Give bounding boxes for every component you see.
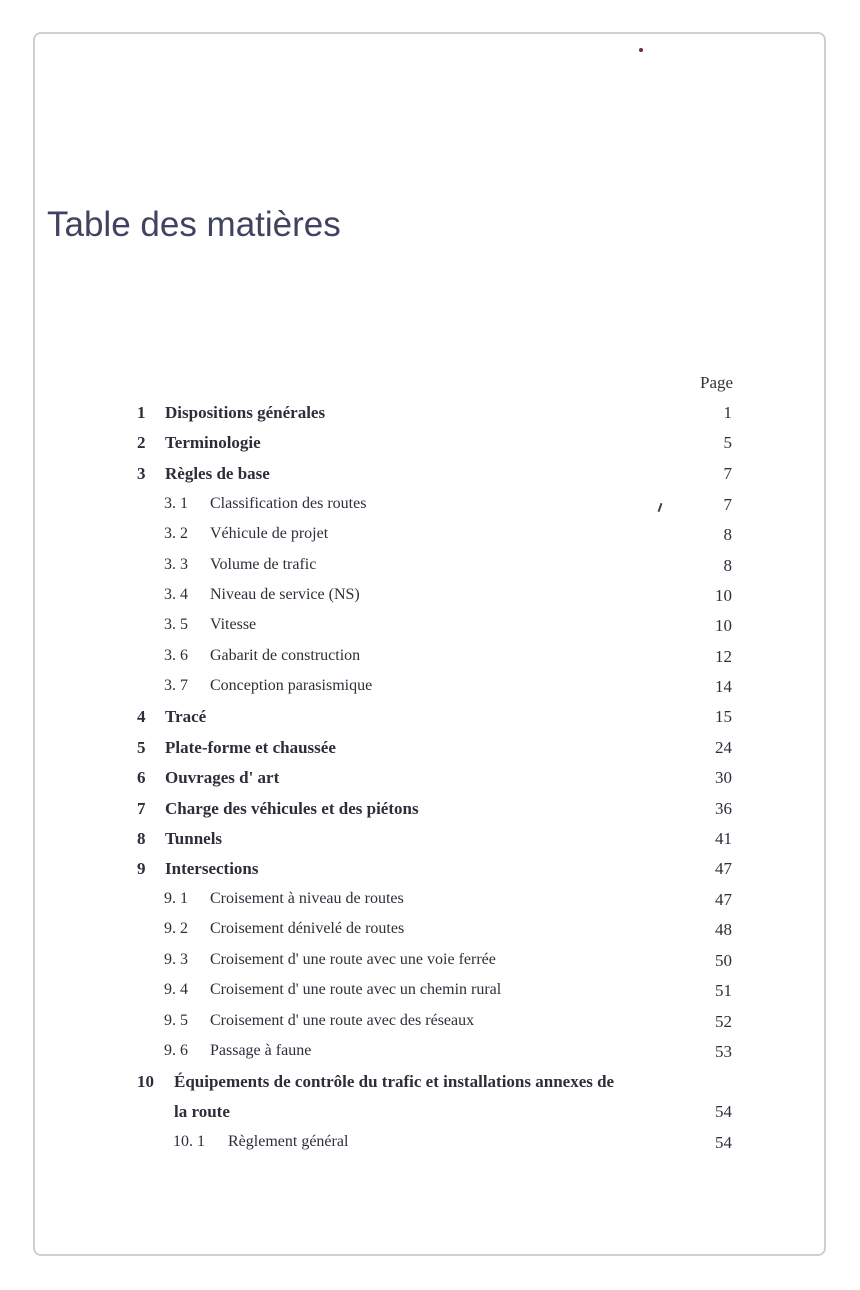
toc-subentry[interactable] [0, 1012, 860, 1036]
toc-label: Passage à faune [210, 1042, 312, 1059]
toc-entry[interactable] [0, 738, 860, 762]
toc-page: 10 [715, 586, 732, 605]
page-column-header: Page [700, 373, 734, 392]
toc-label: Vitesse [210, 616, 257, 633]
toc-label: Charge des véhicules et des piétons [165, 799, 419, 818]
toc-label: Croisement dénivelé de routes [210, 920, 405, 937]
toc-page: 8 [723, 525, 732, 544]
toc-number: 3. 4 [164, 586, 188, 603]
toc-subentry[interactable] [0, 890, 860, 914]
toc-entry[interactable] [0, 859, 860, 883]
toc-page: 47 [715, 890, 732, 909]
toc-number: 9. 1 [164, 890, 188, 907]
toc-number: 9. 2 [164, 920, 188, 937]
toc-page: 10 [715, 616, 732, 635]
toc-number: 4 [137, 707, 146, 726]
toc-label: Croisement à niveau de routes [210, 890, 404, 907]
toc-label: Intersections [165, 859, 259, 878]
toc-entry-continuation[interactable] [0, 1102, 860, 1126]
toc-number: 9. 4 [164, 981, 188, 998]
toc-subentry[interactable] [0, 1133, 860, 1157]
toc-subentry[interactable] [0, 981, 860, 1005]
toc-page: 24 [715, 738, 732, 757]
toc-number: 6 [137, 768, 146, 787]
toc-label: Conception parasismique [210, 677, 373, 694]
toc-page: 8 [723, 556, 732, 575]
toc-number: 3. 7 [164, 677, 188, 694]
toc-label: Tunnels [165, 829, 223, 848]
toc-label: Croisement d' une route avec des réseaux [210, 1012, 475, 1029]
toc-page: 15 [715, 707, 732, 726]
toc-number: 3. 6 [164, 647, 188, 664]
toc-label: Volume de trafic [210, 556, 317, 573]
toc-label: Croisement d' une route avec une voie ferrée [210, 951, 496, 968]
toc-number: 10 [137, 1072, 154, 1091]
toc-subentry[interactable] [0, 951, 860, 975]
toc-page: 52 [715, 1012, 732, 1031]
toc-page: 50 [715, 951, 732, 970]
toc-page: 7 [723, 464, 732, 483]
toc-page: 51 [715, 981, 732, 1000]
page-title: Table des matières [47, 205, 341, 244]
toc-entry[interactable] [0, 768, 860, 792]
toc-number: 8 [137, 829, 146, 848]
toc-number: 9 [137, 859, 146, 878]
toc-number: 3 [137, 464, 146, 483]
toc-subentry[interactable] [0, 556, 860, 580]
toc-label: Niveau de service (NS) [210, 586, 360, 603]
toc-page: 5 [723, 433, 732, 452]
toc-entry[interactable] [0, 403, 860, 427]
toc-label: Plate-forme et chaussée [165, 738, 336, 757]
toc-subentry[interactable] [0, 525, 860, 549]
toc-subentry[interactable] [0, 1042, 860, 1066]
toc-entry[interactable] [0, 799, 860, 823]
toc-page: 41 [715, 829, 732, 848]
toc-number: 3. 5 [164, 616, 188, 633]
toc-page: 54 [715, 1133, 732, 1152]
toc-number: 5 [137, 738, 146, 757]
toc-number: 3. 2 [164, 525, 188, 542]
toc-number: 3. 3 [164, 556, 188, 573]
toc-subentry[interactable] [0, 920, 860, 944]
toc-page: 47 [715, 859, 732, 878]
toc-page: 1 [723, 403, 732, 422]
toc-number: 2 [137, 433, 146, 452]
toc-label: Véhicule de projet [210, 525, 329, 542]
toc-label: Classification des routes [210, 495, 367, 512]
toc-page: 30 [715, 768, 732, 787]
ink-speck [639, 48, 643, 52]
toc-entry[interactable] [0, 464, 860, 488]
toc-page: 48 [715, 920, 732, 939]
toc-page: 14 [715, 677, 732, 696]
toc-page: 12 [715, 647, 732, 666]
toc-label: Règlement général [228, 1133, 349, 1150]
toc-label: Tracé [165, 707, 207, 726]
toc-entry[interactable] [0, 433, 860, 457]
toc-number: 7 [137, 799, 146, 818]
toc-number: 9. 6 [164, 1042, 188, 1059]
toc-entry[interactable] [0, 707, 860, 731]
toc-subentry[interactable] [0, 616, 860, 640]
toc-number: 9. 3 [164, 951, 188, 968]
toc-page: 36 [715, 799, 732, 818]
toc-label: Terminologie [165, 433, 261, 452]
toc-label: Règles de base [165, 464, 270, 483]
toc-number: 10. 1 [173, 1133, 205, 1150]
toc-label: Équipements de contrôle du trafic et installations annexes de [174, 1072, 615, 1091]
toc-label: Croisement d' une route avec un chemin rural [210, 981, 502, 998]
toc-subentry[interactable] [0, 647, 860, 671]
toc-number: 1 [137, 403, 146, 422]
toc-subentry[interactable] [0, 586, 860, 610]
toc-label: Gabarit de construction [210, 647, 361, 664]
toc-number: 9. 5 [164, 1012, 188, 1029]
toc-subentry[interactable] [0, 495, 860, 519]
toc-label: la route [174, 1102, 230, 1121]
toc-label: Dispositions générales [165, 403, 326, 422]
toc-page: 54 [715, 1102, 732, 1121]
toc-page: 53 [715, 1042, 732, 1061]
toc-entry[interactable] [0, 829, 860, 853]
toc-subentry[interactable] [0, 677, 860, 701]
toc-label: Ouvrages d' art [165, 768, 280, 787]
toc-number: 3. 1 [164, 495, 188, 512]
toc-entry[interactable] [0, 1072, 860, 1096]
toc-page: 7 [723, 495, 732, 514]
